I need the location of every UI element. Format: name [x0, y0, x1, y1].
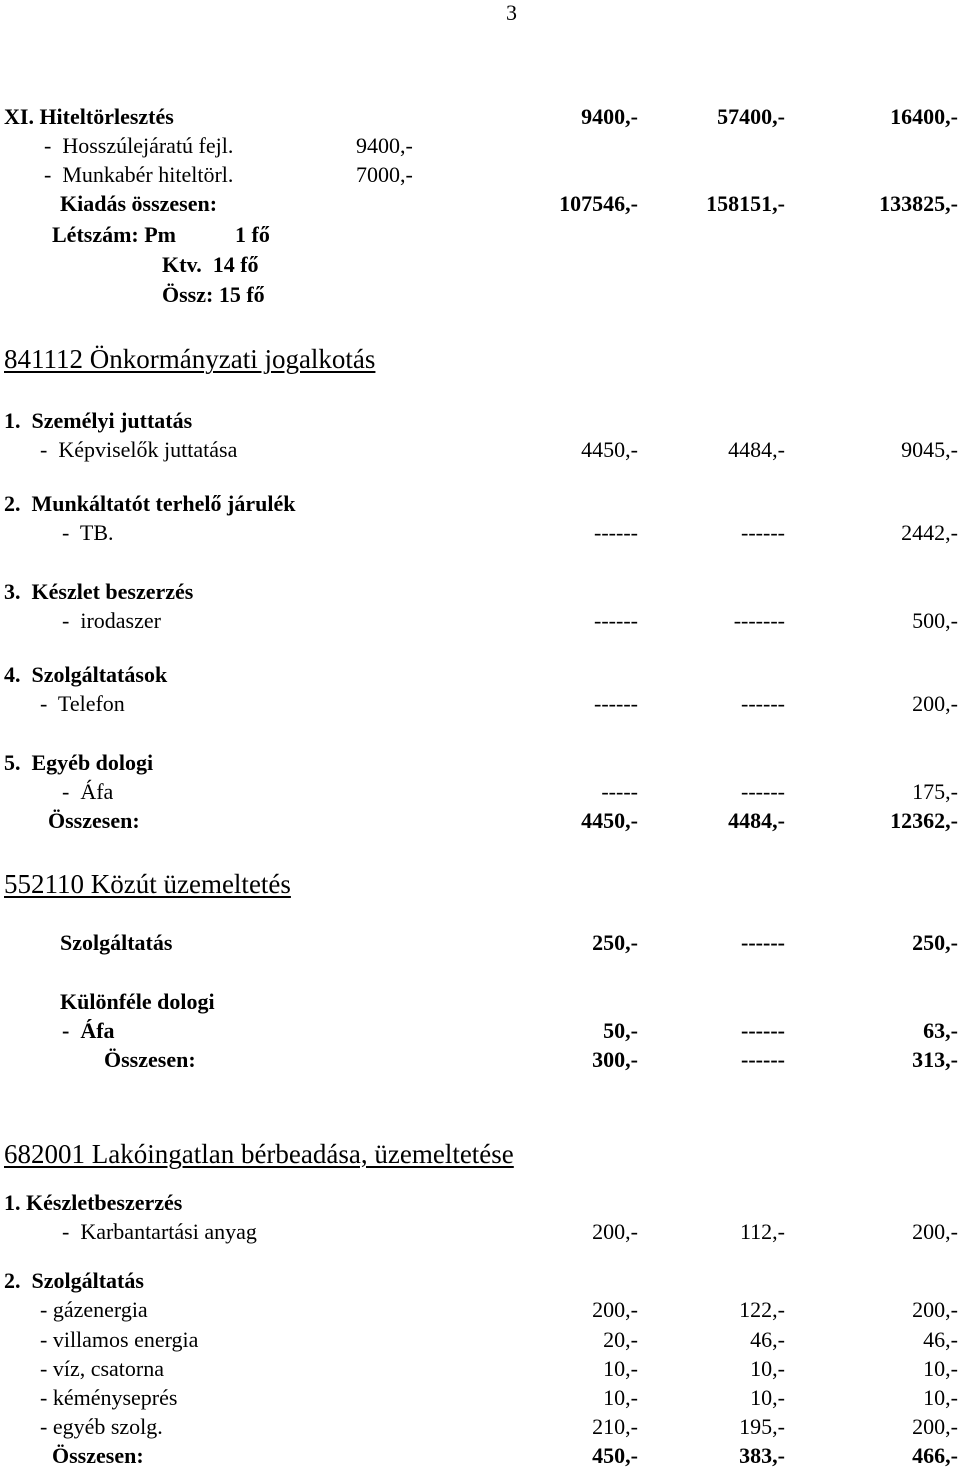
s1-item-1-value-2: 4484,- [728, 437, 785, 462]
s1-item-1-value-3: 9045,- [901, 437, 958, 462]
s3-item-1-value-2: 112,- [739, 1219, 785, 1244]
s1-group-5: 5. Egyéb dologi [4, 750, 154, 775]
s3-service-1-value-2: 122,- [739, 1297, 785, 1322]
page-number: 3 [506, 0, 517, 25]
s3-item-1-value-1: 200,- [592, 1219, 638, 1244]
s3-service-5-value-3: 200,- [912, 1414, 958, 1439]
s1-total-value-1: 4450,- [581, 808, 638, 833]
s3-service-3-value-2: 10,- [750, 1356, 785, 1381]
section-552110-title: 552110 Közút üzemeltetés [4, 869, 291, 899]
s3-item-1: - Karbantartási anyag [62, 1219, 257, 1244]
s1-item-3-value-2: ------- [733, 608, 785, 633]
expense-total-value-3: 133825,- [879, 191, 958, 216]
s3-group-1: 1. Készletbeszerzés [4, 1190, 183, 1215]
longterm-dev-amount: 9400,- [356, 133, 413, 158]
s1-item-1-value-1: 4450,- [581, 437, 638, 462]
debt-repayment-heading: XI. Hiteltörlesztés [4, 104, 174, 129]
s3-service-1: - gázenergia [40, 1297, 148, 1322]
s2-service-value-2: ------ [741, 930, 785, 955]
section-682001-title: 682001 Lakóingatlan bérbeadása, üzemeltetése [4, 1139, 514, 1169]
wage-loan-amount: 7000,- [356, 162, 413, 187]
s1-group-1: 1. Személyi juttatás [4, 408, 193, 433]
section-841112-title: 841112 Önkormányzati jogalkotás [4, 344, 376, 374]
s3-service-4-value-3: 10,- [923, 1385, 958, 1410]
s2-vat-value-1: 50,- [603, 1018, 638, 1043]
s1-item-2-value-1: ------ [594, 520, 638, 545]
s1-total-value-2: 4484,- [728, 808, 785, 833]
s3-service-3: - víz, csatorna [40, 1356, 164, 1381]
s3-service-2-value-3: 46,- [923, 1327, 958, 1352]
s1-group-4: 4. Szolgáltatások [4, 662, 168, 687]
staff-label: Létszám: Pm [52, 222, 177, 247]
s2-total-value-1: 300,- [592, 1047, 638, 1072]
debt-repayment-value-1: 9400,- [581, 104, 638, 129]
s3-service-2-value-2: 46,- [750, 1327, 785, 1352]
s1-item-1: - Képviselők juttatása [40, 437, 238, 462]
s2-service-label: Szolgáltatás [60, 930, 173, 955]
s1-item-4-value-2: ------ [741, 691, 785, 716]
s3-service-1-value-1: 200,- [592, 1297, 638, 1322]
s3-service-3-value-3: 10,- [923, 1356, 958, 1381]
s1-item-5-value-2: ------ [741, 779, 785, 804]
s1-item-4-value-1: ------ [594, 691, 638, 716]
s3-group-2: 2. Szolgáltatás [4, 1268, 144, 1293]
s1-item-5: - Áfa [62, 779, 114, 804]
s1-item-4: - Telefon [40, 691, 125, 716]
expense-total-value-2: 158151,- [706, 191, 785, 216]
s1-group-3: 3. Készlet beszerzés [4, 579, 194, 604]
staff-pm: 1 fő [235, 222, 270, 247]
s1-total-value-3: 12362,- [890, 808, 958, 833]
s3-service-5-value-1: 210,- [592, 1414, 638, 1439]
s1-item-4-value-3: 200,- [912, 691, 958, 716]
s1-item-3-value-1: ------ [594, 608, 638, 633]
staff-ktv: Ktv. 14 fő [162, 252, 259, 277]
s1-item-3-value-3: 500,- [912, 608, 958, 633]
s1-item-2-value-3: 2442,- [901, 520, 958, 545]
s2-vat-value-3: 63,- [923, 1018, 958, 1043]
s3-service-1-value-3: 200,- [912, 1297, 958, 1322]
s2-total-value-3: 313,- [912, 1047, 958, 1072]
s3-service-2-value-1: 20,- [603, 1327, 638, 1352]
s3-service-5: - egyéb szolg. [40, 1414, 163, 1439]
s2-vat-label: - Áfa [62, 1018, 115, 1043]
debt-repayment-value-3: 16400,- [890, 104, 958, 129]
staff-total: Össz: 15 fő [162, 282, 265, 307]
s3-total-value-2: 383,- [739, 1443, 785, 1468]
s2-service-value-1: 250,- [592, 930, 638, 955]
s1-total-label: Összesen: [48, 808, 140, 833]
s2-total-label: Összesen: [104, 1047, 196, 1072]
s3-total-label: Összesen: [52, 1443, 144, 1468]
s2-vat-value-2: ------ [741, 1018, 785, 1043]
s1-item-3: - irodaszer [62, 608, 161, 633]
s1-group-2: 2. Munkáltatót terhelő járulék [4, 491, 296, 516]
s1-item-5-value-3: 175,- [912, 779, 958, 804]
s3-service-4-value-1: 10,- [603, 1385, 638, 1410]
s1-item-2-value-2: ------ [741, 520, 785, 545]
s2-misc-label: Különféle dologi [60, 989, 215, 1014]
s1-item-5-value-1: ----- [601, 779, 638, 804]
longterm-dev-label: - Hosszúlejáratú fejl. [44, 133, 234, 158]
s3-service-2: - villamos energia [40, 1327, 199, 1352]
s1-item-2: - TB. [62, 520, 114, 545]
s3-service-4-value-2: 10,- [750, 1385, 785, 1410]
s3-service-4: - kéményseprés [40, 1385, 178, 1410]
s3-total-value-3: 466,- [912, 1443, 958, 1468]
s2-total-value-2: ------ [741, 1047, 785, 1072]
s3-service-3-value-1: 10,- [603, 1356, 638, 1381]
expense-total-value-1: 107546,- [559, 191, 638, 216]
wage-loan-label: - Munkabér hiteltörl. [44, 162, 234, 187]
s3-item-1-value-3: 200,- [912, 1219, 958, 1244]
expense-total-label: Kiadás összesen: [60, 191, 218, 216]
s2-service-value-3: 250,- [912, 930, 958, 955]
s3-service-5-value-2: 195,- [739, 1414, 785, 1439]
s3-total-value-1: 450,- [592, 1443, 638, 1468]
debt-repayment-value-2: 57400,- [717, 104, 785, 129]
